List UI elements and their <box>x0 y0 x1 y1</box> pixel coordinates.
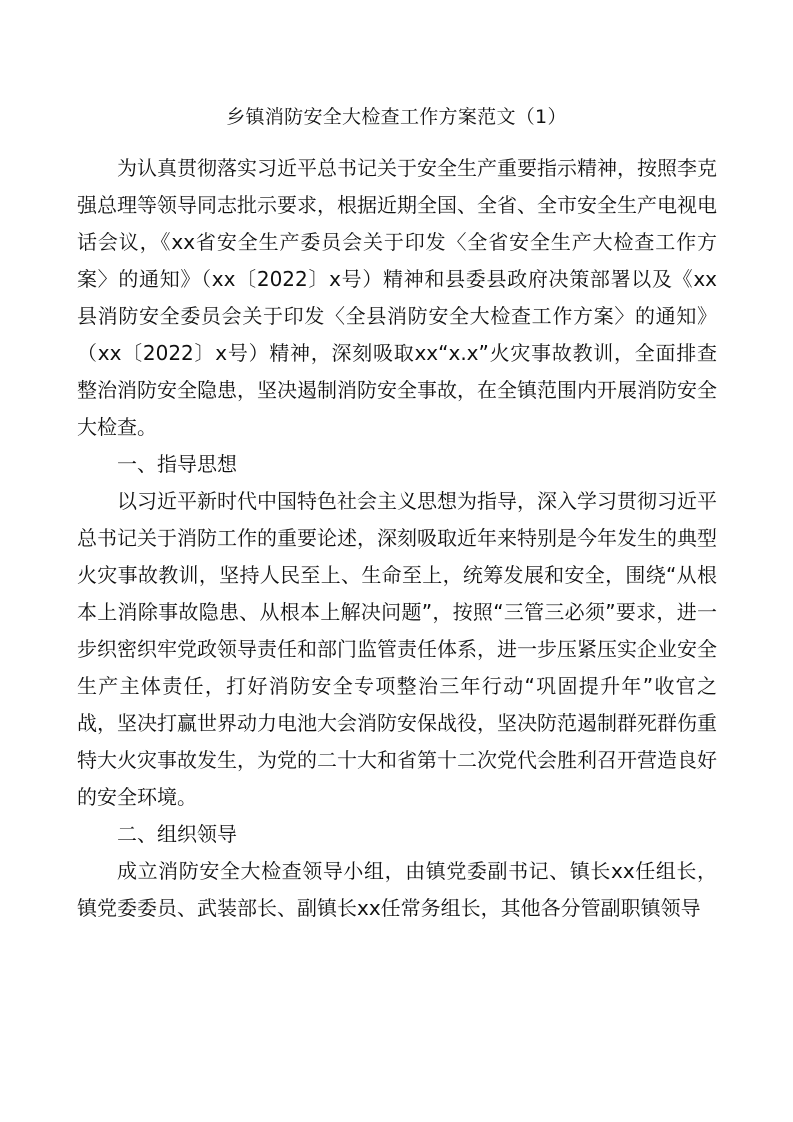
intro-paragraph: 为认真贯彻落实习近平总书记关于安全生产重要指示精神，按照李克强总理等领导同志批示要求，根据近期全国、全省、全市安全生产电视电话会议，《xx省安全生产委员会关于印发〈全省安全生产大检查工作方案〉的通知》（xx〔2022〕x号）精神和县委县政府决策部署以及《xx县消防安全委员会关于印发〈全县消防安全大检查工作方案〉的通知》（xx〔2022〕x号）精神，深刻吸取xx“x.x”火灾事故教训，全面排查整治消防安全隐患，坚决遏制消防安全事故，在全镇范围内开展消防安全大检查。 <box>77 156 717 439</box>
organization-paragraph: 成立消防安全大检查领导小组，由镇党委副书记、镇长xx任组长，镇党委委员、武装部长、副镇长xx任常务组长，其他各分管副职镇领导 <box>77 859 717 920</box>
section-heading-guiding-ideology: 一、指导思想 <box>117 452 237 476</box>
document-body <box>77 150 717 927</box>
document-title: 乡镇消防安全大检查工作方案范文（1） <box>226 106 567 128</box>
guiding-ideology-paragraph: 以习近平新时代中国特色社会主义思想为指导，深入学习贯彻习近平总书记关于消防工作的重要论述，深刻吸取近年来特别是今年发生的典型火灾事故教训，坚持人民至上、生命至上，统筹发展和安全，围绕“从根本上消除事故隐患、从根本上解决问题”，按照“三管三必须”要求，进一步织密织牢党政领导责任和部门监管责任体系，进一步压紧压实企业安全生产主体责任，打好消防安全专项整治三年行动“巩固提升年”收官之战，坚决打赢世界动力电池大会消防安保战役，坚决防范遏制群死群伤重特大火灾事故发生，为党的二十大和省第十二次党代会胜利召开营造良好的安全环境。 <box>77 489 717 809</box>
section-heading-organization: 二、组织领导 <box>117 822 237 846</box>
